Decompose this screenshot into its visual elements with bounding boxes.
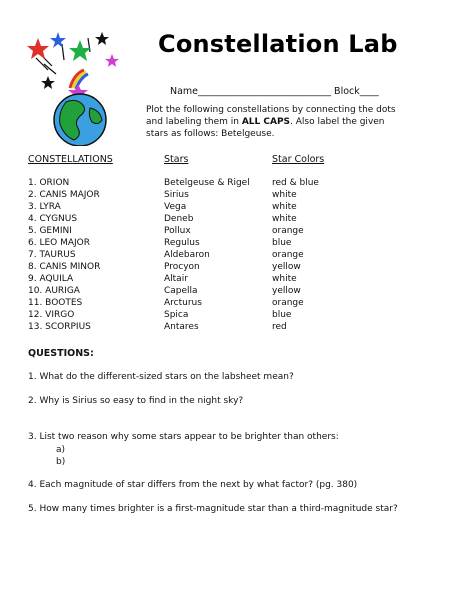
question-1: 1. What do the different-sized stars on the labsheet mean?	[28, 372, 294, 382]
table-row	[0, 238, 464, 250]
page-title: Constellation Lab	[158, 30, 398, 58]
constellation-name: 12. VIRGO	[28, 310, 75, 320]
star-name: Deneb	[164, 214, 194, 224]
table-row	[0, 298, 464, 310]
star-name: Capella	[164, 286, 198, 296]
star-name: Procyon	[164, 262, 200, 272]
star-color: orange	[272, 226, 304, 236]
table-row	[0, 202, 464, 214]
star-name: Spica	[164, 310, 189, 320]
constellation-name: 9. AQUILA	[28, 274, 74, 284]
answer-b-label: b)	[56, 457, 66, 467]
star-color: blue	[272, 310, 292, 320]
star-name: Betelgeuse & Rigel	[164, 178, 250, 188]
star-color: red & blue	[272, 178, 319, 188]
constellation-name: 7. TAURUS	[28, 250, 76, 260]
star-color: white	[272, 214, 297, 224]
instructions	[146, 104, 404, 140]
star-color: red	[272, 322, 287, 332]
star-color: orange	[272, 298, 304, 308]
table-row	[0, 178, 464, 190]
constellation-name: 10. AURIGA	[28, 286, 80, 296]
answer-a-label: a)	[56, 445, 66, 455]
table-row	[0, 286, 464, 298]
questions-heading: QUESTIONS:	[28, 348, 94, 359]
star-color: white	[272, 202, 297, 212]
header-star-colors: Star Colors	[272, 154, 325, 165]
question-5: 5. How many times brighter is a first-magnitude star than a third-magnitude star?	[28, 504, 398, 514]
constellation-name: 11. BOOTES	[28, 298, 83, 308]
star-color: white	[272, 274, 297, 284]
question-3: 3. List two reason why some stars appear to be brighter than others:	[28, 432, 339, 442]
star-name: Altair	[164, 274, 188, 284]
constellation-name: 5. GEMINI	[28, 226, 72, 236]
table-row	[0, 214, 464, 226]
star-name: Pollux	[164, 226, 191, 236]
table-row	[0, 226, 464, 238]
table-row	[0, 262, 464, 274]
header-constellations: CONSTELLATIONS	[28, 154, 113, 165]
star-color: orange	[272, 250, 304, 260]
constellation-name: 1. ORION	[28, 178, 70, 188]
constellation-name: 3. LYRA	[28, 202, 61, 212]
star-name: Arcturus	[164, 298, 202, 308]
globe-with-stars-icon	[18, 24, 140, 146]
instructions-emphasis: ALL CAPS	[241, 117, 291, 127]
instructions-part2: . Also label the given stars as follows: Betelgeuse.	[146, 117, 385, 139]
question-2: 2. Why is Sirius so easy to find in the night sky?	[28, 396, 244, 406]
star-name: Sirius	[164, 190, 189, 200]
table-row	[0, 190, 464, 202]
star-color: yellow	[272, 262, 301, 272]
constellation-name: 6. LEO MAJOR	[28, 238, 91, 248]
header-stars: Stars	[164, 154, 189, 165]
star-name: Antares	[164, 322, 199, 332]
star-name: Vega	[164, 202, 187, 212]
constellation-table	[0, 178, 464, 334]
table-row	[0, 310, 464, 322]
star-name: Aldebaron	[164, 250, 210, 260]
constellation-name: 13. SCORPIUS	[28, 322, 91, 332]
table-row	[0, 250, 464, 262]
constellation-name: 8. CANIS MINOR	[28, 262, 101, 272]
table-row	[0, 322, 464, 334]
star-color: white	[272, 190, 297, 200]
question-4: 4. Each magnitude of star differs from the next by what factor? (pg. 380)	[28, 480, 358, 490]
table-row	[0, 274, 464, 286]
star-color: blue	[272, 238, 292, 248]
instructions-part1: Plot the following constellations by connecting the dots and labeling them in	[146, 105, 396, 127]
constellation-name: 2. CANIS MAJOR	[28, 190, 100, 200]
star-name: Regulus	[164, 238, 200, 248]
star-color: yellow	[272, 286, 301, 296]
name-block-field: Name____________________________ Block____	[170, 86, 379, 97]
constellation-name: 4. CYGNUS	[28, 214, 78, 224]
